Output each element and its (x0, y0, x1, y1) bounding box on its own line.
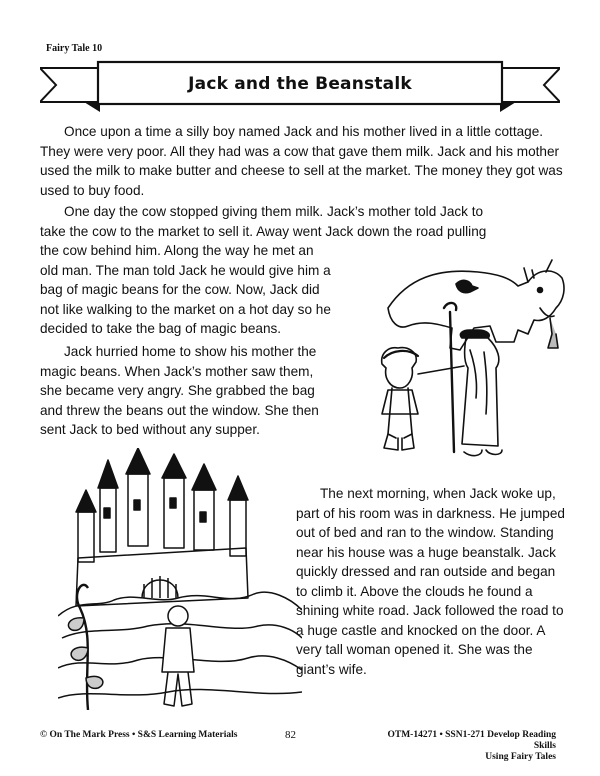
jack-old-man-cow-illustration (378, 238, 568, 460)
story-paragraph-3: Jack hurried home to show his mother the magic beans. When Jack’s mother saw them, she became very angry. She grabbed the bag and threw the beans out the window. She then sent Jack to bed without any supper. (40, 344, 319, 437)
story-paragraph-2-line: decided to take the bag of magic beans. (40, 321, 282, 336)
product-code-line-2: Using Fairy Tales (485, 752, 556, 762)
story-paragraph-2-line: old man. The man told Jack he would give him a (40, 262, 331, 278)
publisher-credit: © On The Mark Press • S&S Learning Materials (40, 730, 238, 740)
story-paragraph-2-line: the cow behind him. Along the way he met an (40, 243, 314, 258)
product-code (372, 730, 556, 763)
story-paragraph-2-line: not like walking to the market on a hot day so he (40, 301, 331, 317)
page-title: Jack and the Beanstalk (188, 74, 412, 94)
product-code-line-1: OTM-14271 • SSN1-271 Develop Reading Skills (387, 730, 556, 751)
story-paragraph-2-line: One day the cow stopped giving them milk. Jack’s mother told Jack to (64, 204, 484, 219)
story-paragraph-2-line: bag of magic beans for the cow. Now, Jack did (40, 282, 320, 297)
story-paragraph-2-line: take the cow to the market to sell it. Away went Jack down the road pulling (40, 223, 487, 239)
page-number: 82 (285, 729, 296, 741)
story-paragraph-1: Once upon a time a silly boy named Jack and his mother lived in a little cottage. They were very poor. All they had was a cow that gave them milk. Jack and his mother used the milk to make butter and cheese to sell at the market. The money they got was used to buy food. (40, 124, 563, 198)
story-paragraph-4: The next morning, when Jack woke up, part of his room was in darkness. He jumped out of bed and ran to the window. Standing near his house was a huge beanstalk. Jack quickly dressed and ran outside and began to climb it. Above the clouds he found a shining white road. Jack followed the road to a huge castle and knocked on the door. A very tall woman opened it. She was the giant’s wife. (296, 486, 565, 677)
castle-beanstalk-illustration (58, 448, 302, 710)
series-label: Fairy Tale 10 (46, 43, 103, 54)
